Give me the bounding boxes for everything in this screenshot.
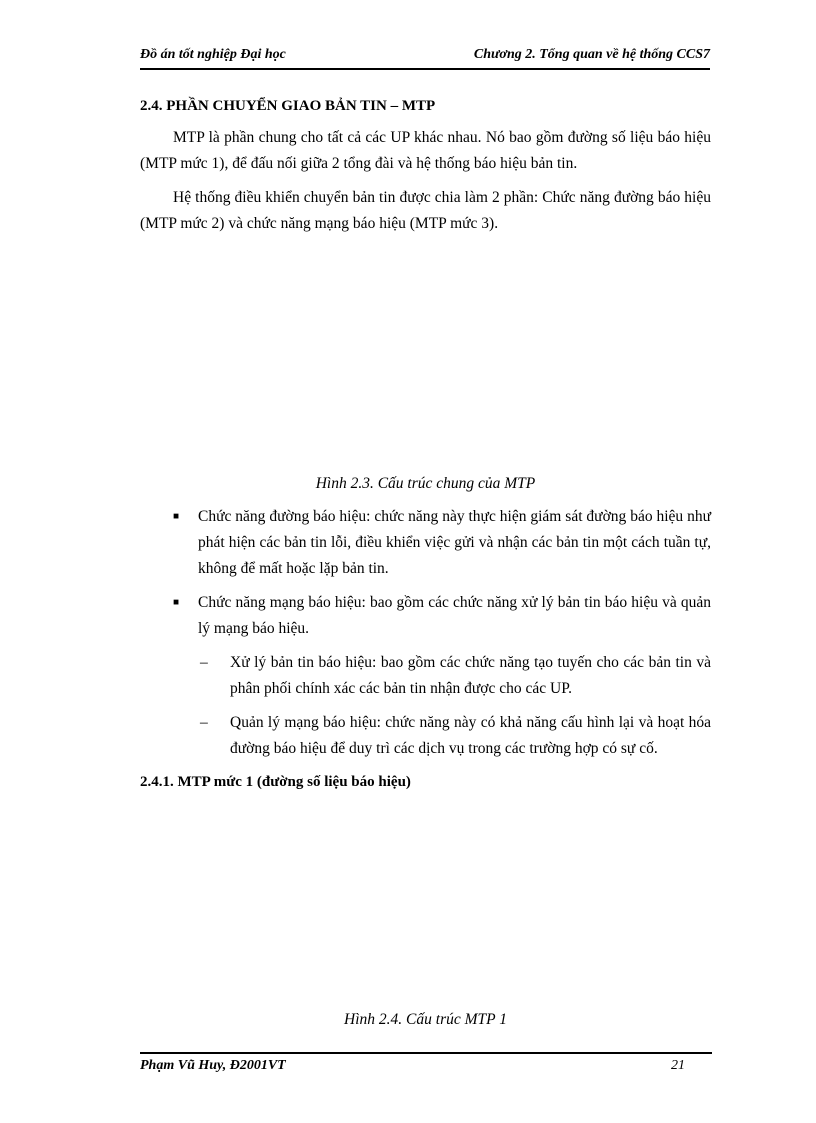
dash-bullet-icon: – [200,714,208,731]
footer-author: Phạm Vũ Huy, Đ2001VT [140,1058,286,1073]
sub-list-item-text: Xử lý bản tin báo hiệu: bao gồm các chức năng tạo tuyến cho các bản tin và phân phối chính xác các bản tin nhận được cho các UP. [230,654,711,697]
square-bullet-icon: ■ [173,511,180,522]
bullet-list [140,504,711,642]
header-chapter-title: Chương 2. Tổng quan về hệ thống CCS7 [473,47,710,62]
page-footer [140,1058,685,1082]
list-item [140,590,711,642]
figure-caption: Hình 2.4. Cấu trúc MTP 1 [344,1011,507,1028]
figure-2-4-placeholder [140,795,711,1007]
page-number: 21 [671,1058,685,1073]
section-heading: 2.4. PHẦN CHUYỂN GIAO BẢN TIN – MTP [140,98,436,114]
footer-divider [140,1052,712,1054]
figure-caption: Hình 2.3. Cấu trúc chung của MTP [315,475,536,492]
list-item-text: Chức năng mạng báo hiệu: bao gồm các chức năng xử lý bản tin báo hiệu và quản lý mạng báo hiệu. [198,594,711,637]
header-document-title: Đồ án tốt nghiệp Đại học [140,47,286,62]
sub-list-item-text: Quản lý mạng báo hiệu: chức năng này có khả năng cấu hình lại và hoạt hóa đường báo hiệu để duy trì các dịch vụ trong các trường hợp có sự cố. [230,714,711,757]
square-bullet-icon: ■ [173,597,180,608]
figure-2-3-placeholder [140,245,711,471]
header-divider [140,68,710,70]
list-item-text: Chức năng đường báo hiệu: chức năng này thực hiện giám sát đường báo hiệu như phát hiện các bản tin lỗi, điều khiển việc gửi và nhận các bản tin một cách tuần tự, không để mất hoặc lặp bản tin. [198,508,711,577]
subsection-heading: 2.4.1. MTP mức 1 (đường số liệu báo hiệu) [140,774,411,790]
page-body [140,94,711,1040]
paragraph: MTP là phần chung cho tất cả các UP khác nhau. Nó bao gồm đường số liệu báo hiệu (MTP mức 1), để đấu nối giữa 2 tổng đài và hệ thống báo hiệu bản tin. [140,129,711,172]
dash-bullet-icon: – [200,654,208,671]
paragraph: Hệ thống điều khiển chuyển bản tin được chia làm 2 phần: Chức năng đường báo hiệu (MTP mức 2) và chức năng mạng báo hiệu (MTP mức 3). [140,189,711,232]
list-item [140,504,711,582]
sub-list [140,650,711,762]
sub-list-item [140,650,711,702]
sub-list-item [140,710,711,762]
